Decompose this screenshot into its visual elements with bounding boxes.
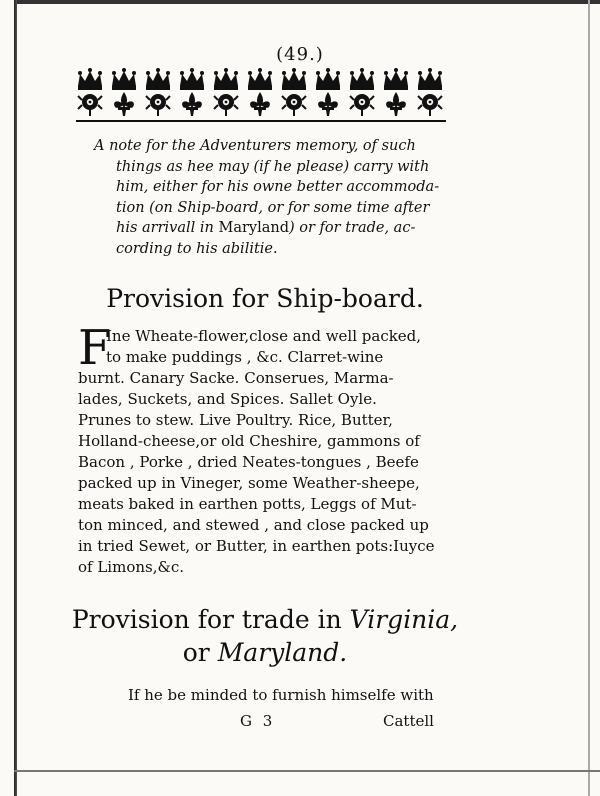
ornament-rule: [76, 120, 446, 122]
provision-body: [78, 320, 448, 578]
body-line: packed up in Vineger, some Weather-sheepe,: [78, 474, 420, 492]
heading-place-maryland: Maryland.: [217, 638, 348, 667]
note-line-1: A note for the Adventurers memory, of such: [94, 138, 416, 154]
body-line: Prunes to stew. Live Poultry. Rice, Butter,: [78, 411, 393, 429]
page-number: (49.): [276, 44, 324, 65]
body-line: to make puddings , &c. Clarret-wine: [106, 348, 384, 366]
note-line-4: tion (on Ship-board, or for some time after: [116, 199, 430, 216]
page-edge-top: [14, 0, 600, 4]
note-line-3: him, either for his owne better accommoda-: [116, 179, 440, 195]
body-line: burnt. Canary Sacke. Conserues, Marma-: [78, 369, 394, 387]
body-line: meats baked in earthen potts, Leggs of Mut-: [78, 495, 417, 513]
heading-place-virginia: Virginia,: [349, 605, 459, 634]
note-line-6: cording to his abilitie.: [116, 240, 278, 257]
body-line: Bacon , Porke , dried Neates-tongues , Beefe: [78, 453, 419, 471]
closing-line: If he be minded to furnish himselfe with: [128, 686, 434, 704]
note-line-2: things as hee may (if he please) carry with: [116, 158, 430, 175]
page-edge-bottom: [14, 770, 600, 772]
drop-cap: F: [78, 320, 112, 376]
body-line: in tried Sewet, or Butter, in earthen pots:Iuyce: [78, 537, 435, 555]
note-line-5: his arrivall in Maryland) or for trade, ac-: [116, 220, 416, 236]
adventurers-note: [94, 136, 454, 259]
page-edge-left: [14, 0, 17, 796]
page-edge-right: [588, 0, 590, 796]
body-line: of Limons,&c.: [78, 558, 185, 576]
body-line: ton minced, and stewed , and close packed up: [78, 516, 429, 534]
body-line: Ine Wheate-flower,close and well packed,: [106, 327, 422, 345]
body-line: lades, Suckets, and Spices. Sallet Oyle.: [78, 390, 377, 408]
crown-icon-row: [78, 68, 442, 90]
ornament-band: [76, 68, 446, 118]
catchword: Cattell: [383, 712, 434, 730]
body-line: Holland-cheese,or old Cheshire, gammons of: [78, 432, 420, 450]
note-place-maryland: Maryland: [218, 220, 290, 236]
heading-or-maryland: or Maryland.: [182, 638, 348, 667]
heading-provision-ship-board: Provision for Ship-board.: [106, 284, 424, 313]
signature-mark: G 3: [240, 712, 276, 730]
heading-provision-trade: Provision for trade in Virginia,: [71, 605, 459, 634]
rose-fleur-icon-row: [78, 92, 442, 116]
